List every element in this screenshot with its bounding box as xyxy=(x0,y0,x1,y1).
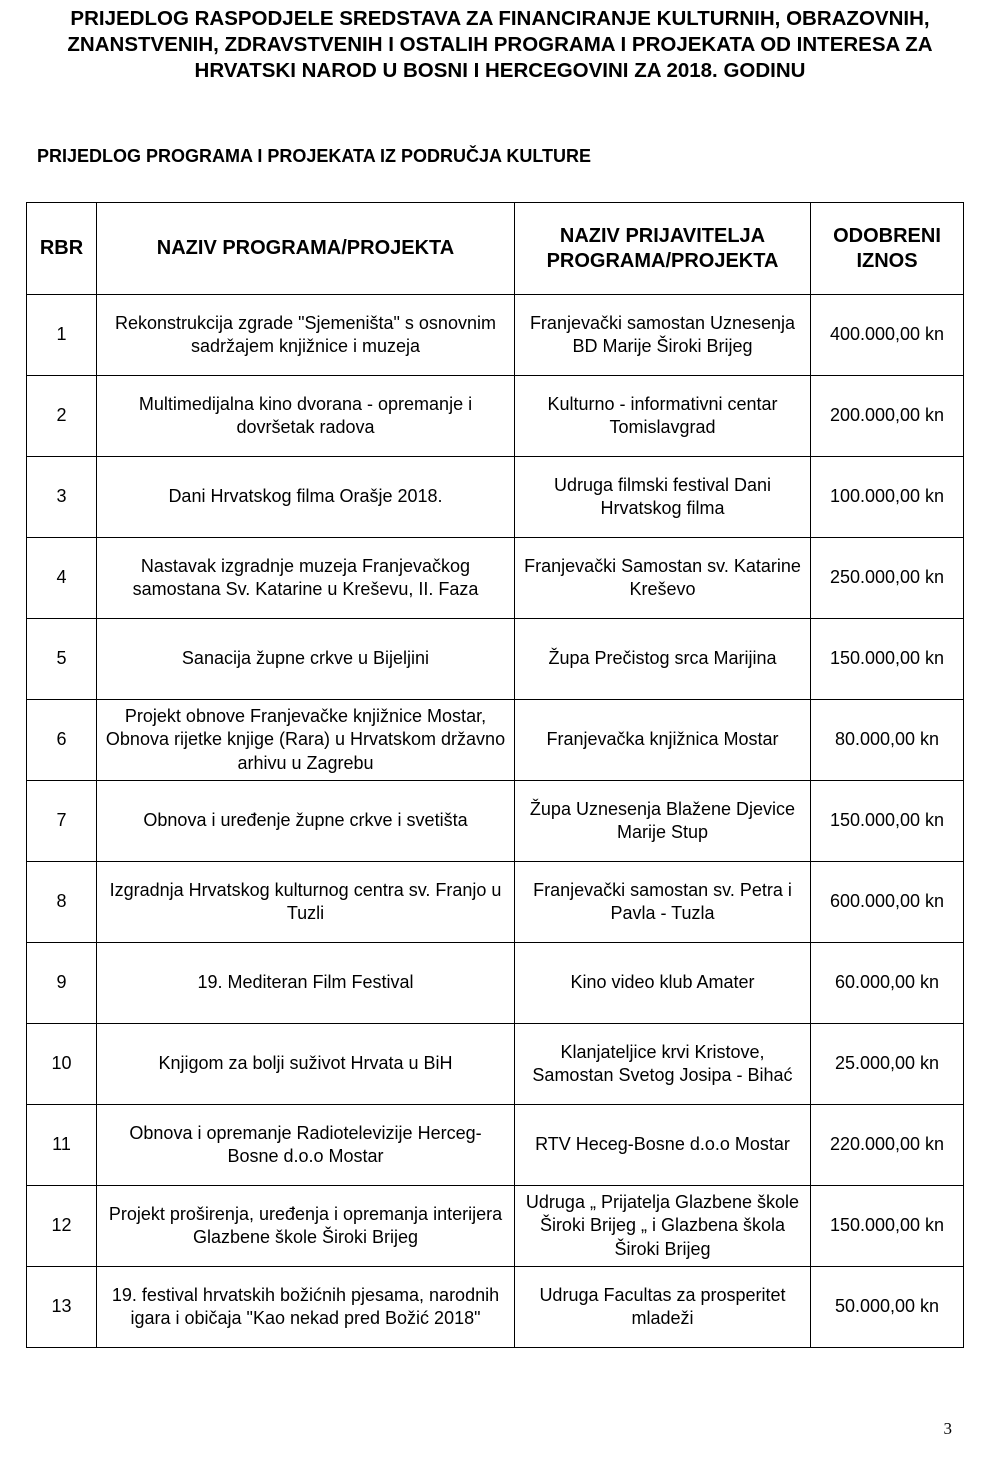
table-row xyxy=(27,376,964,457)
section-title: PRIJEDLOG PROGRAMA I PROJEKATA IZ PODRUČJA KULTURE xyxy=(37,146,592,166)
cell-applicant: Udruga „ Prijatelja Glazbene škole Široki Brijeg „ i Glazbena škola Široki Brijeg xyxy=(515,1186,811,1267)
cell-program-name: 19. Mediteran Film Festival xyxy=(97,943,515,1024)
cell-rbr: 5 xyxy=(27,619,97,700)
cell-program-name: Projekt obnove Franjevačke knjižnice Mostar, Obnova rijetke knjige (Rara) u Hrvatskom državno arhivu u Zagrebu xyxy=(97,700,515,781)
cell-applicant: Franjevačka knjižnica Mostar xyxy=(515,700,811,781)
table-row xyxy=(27,295,964,376)
cell-program-name: Multimedijalna kino dvorana - opremanje i dovršetak radova xyxy=(97,376,515,457)
table-row xyxy=(27,700,964,781)
cell-rbr: 11 xyxy=(27,1105,97,1186)
table-row xyxy=(27,538,964,619)
cell-applicant: Župa Prečistog srca Marijina xyxy=(515,619,811,700)
cell-applicant: Udruga Facultas za prosperitet mladeži xyxy=(515,1267,811,1348)
cell-applicant: Kino video klub Amater xyxy=(515,943,811,1024)
table-row xyxy=(27,943,964,1024)
cell-amount: 250.000,00 kn xyxy=(811,538,964,619)
table-row xyxy=(27,862,964,943)
cell-rbr: 6 xyxy=(27,700,97,781)
cell-rbr: 13 xyxy=(27,1267,97,1348)
table-row xyxy=(27,1186,964,1267)
cell-applicant: Kulturno - informativni centar Tomislavgrad xyxy=(515,376,811,457)
cell-rbr: 10 xyxy=(27,1024,97,1105)
table-row xyxy=(27,457,964,538)
cell-rbr: 4 xyxy=(27,538,97,619)
programs-table xyxy=(26,202,964,1348)
cell-amount: 25.000,00 kn xyxy=(811,1024,964,1105)
table-body xyxy=(27,295,964,1348)
table-row xyxy=(27,781,964,862)
cell-applicant: Franjevački Samostan sv. Katarine Kreševo xyxy=(515,538,811,619)
cell-applicant: Udruga filmski festival Dani Hrvatskog filma xyxy=(515,457,811,538)
header-rbr: RBR xyxy=(27,203,97,295)
cell-rbr: 9 xyxy=(27,943,97,1024)
cell-program-name: Obnova i uređenje župne crkve i svetišta xyxy=(97,781,515,862)
cell-program-name: 19. festival hrvatskih božićnih pjesama, narodnih igara i običaja "Kao nekad pred Božić 2018" xyxy=(97,1267,515,1348)
cell-applicant: Franjevački samostan Uznesenja BD Marije Široki Brijeg xyxy=(515,295,811,376)
cell-rbr: 7 xyxy=(27,781,97,862)
header-program-name: NAZIV PROGRAMA/PROJEKTA xyxy=(97,203,515,295)
cell-program-name: Sanacija župne crkve u Bijeljini xyxy=(97,619,515,700)
cell-program-name: Rekonstrukcija zgrade "Sjemeništa" s osnovnim sadržajem knjižnice i muzeja xyxy=(97,295,515,376)
cell-program-name: Dani Hrvatskog filma Orašje 2018. xyxy=(97,457,515,538)
cell-program-name: Izgradnja Hrvatskog kulturnog centra sv. Franjo u Tuzli xyxy=(97,862,515,943)
cell-amount: 150.000,00 kn xyxy=(811,1186,964,1267)
table-header-row xyxy=(27,203,964,295)
cell-program-name: Nastavak izgradnje muzeja Franjevačkog samostana Sv. Katarine u Kreševu, II. Faza xyxy=(97,538,515,619)
cell-amount: 600.000,00 kn xyxy=(811,862,964,943)
cell-applicant: RTV Heceg-Bosne d.o.o Mostar xyxy=(515,1105,811,1186)
table-row xyxy=(27,1267,964,1348)
cell-applicant: Klanjateljice krvi Kristove, Samostan Svetog Josipa - Bihać xyxy=(515,1024,811,1105)
cell-program-name: Knjigom za bolji suživot Hrvata u BiH xyxy=(97,1024,515,1105)
cell-amount: 80.000,00 kn xyxy=(811,700,964,781)
header-approved-amount: ODOBRENI IZNOS xyxy=(811,203,964,295)
cell-amount: 200.000,00 kn xyxy=(811,376,964,457)
cell-program-name: Projekt proširenja, uređenja i opremanja interijera Glazbene škole Široki Brijeg xyxy=(97,1186,515,1267)
cell-amount: 50.000,00 kn xyxy=(811,1267,964,1348)
cell-program-name: Obnova i opremanje Radiotelevizije Herceg-Bosne d.o.o Mostar xyxy=(97,1105,515,1186)
cell-rbr: 1 xyxy=(27,295,97,376)
page-number: 3 xyxy=(943,1419,952,1438)
cell-amount: 400.000,00 kn xyxy=(811,295,964,376)
cell-amount: 100.000,00 kn xyxy=(811,457,964,538)
cell-applicant: Franjevački samostan sv. Petra i Pavla - Tuzla xyxy=(515,862,811,943)
cell-rbr: 2 xyxy=(27,376,97,457)
cell-rbr: 8 xyxy=(27,862,97,943)
cell-rbr: 12 xyxy=(27,1186,97,1267)
cell-amount: 60.000,00 kn xyxy=(811,943,964,1024)
cell-rbr: 3 xyxy=(27,457,97,538)
document-title: PRIJEDLOG RASPODJELE SREDSTAVA ZA FINANCIRANJE KULTURNIH, OBRAZOVNIH, ZNANSTVENIH, ZDRAVSTVENIH I OSTALIH PROGRAMA I PROJEKATA OD INTERESA ZA HRVATSKI NAROD U BOSNI I HERCEGOVINI ZA 2018. GODINU xyxy=(67,7,933,82)
cell-applicant: Župa Uznesenja Blažene Djevice Marije Stup xyxy=(515,781,811,862)
cell-amount: 220.000,00 kn xyxy=(811,1105,964,1186)
cell-amount: 150.000,00 kn xyxy=(811,619,964,700)
cell-amount: 150.000,00 kn xyxy=(811,781,964,862)
table-row xyxy=(27,619,964,700)
table-row xyxy=(27,1024,964,1105)
table-row xyxy=(27,1105,964,1186)
header-applicant: NAZIV PRIJAVITELJA PROGRAMA/PROJEKTA xyxy=(515,203,811,295)
